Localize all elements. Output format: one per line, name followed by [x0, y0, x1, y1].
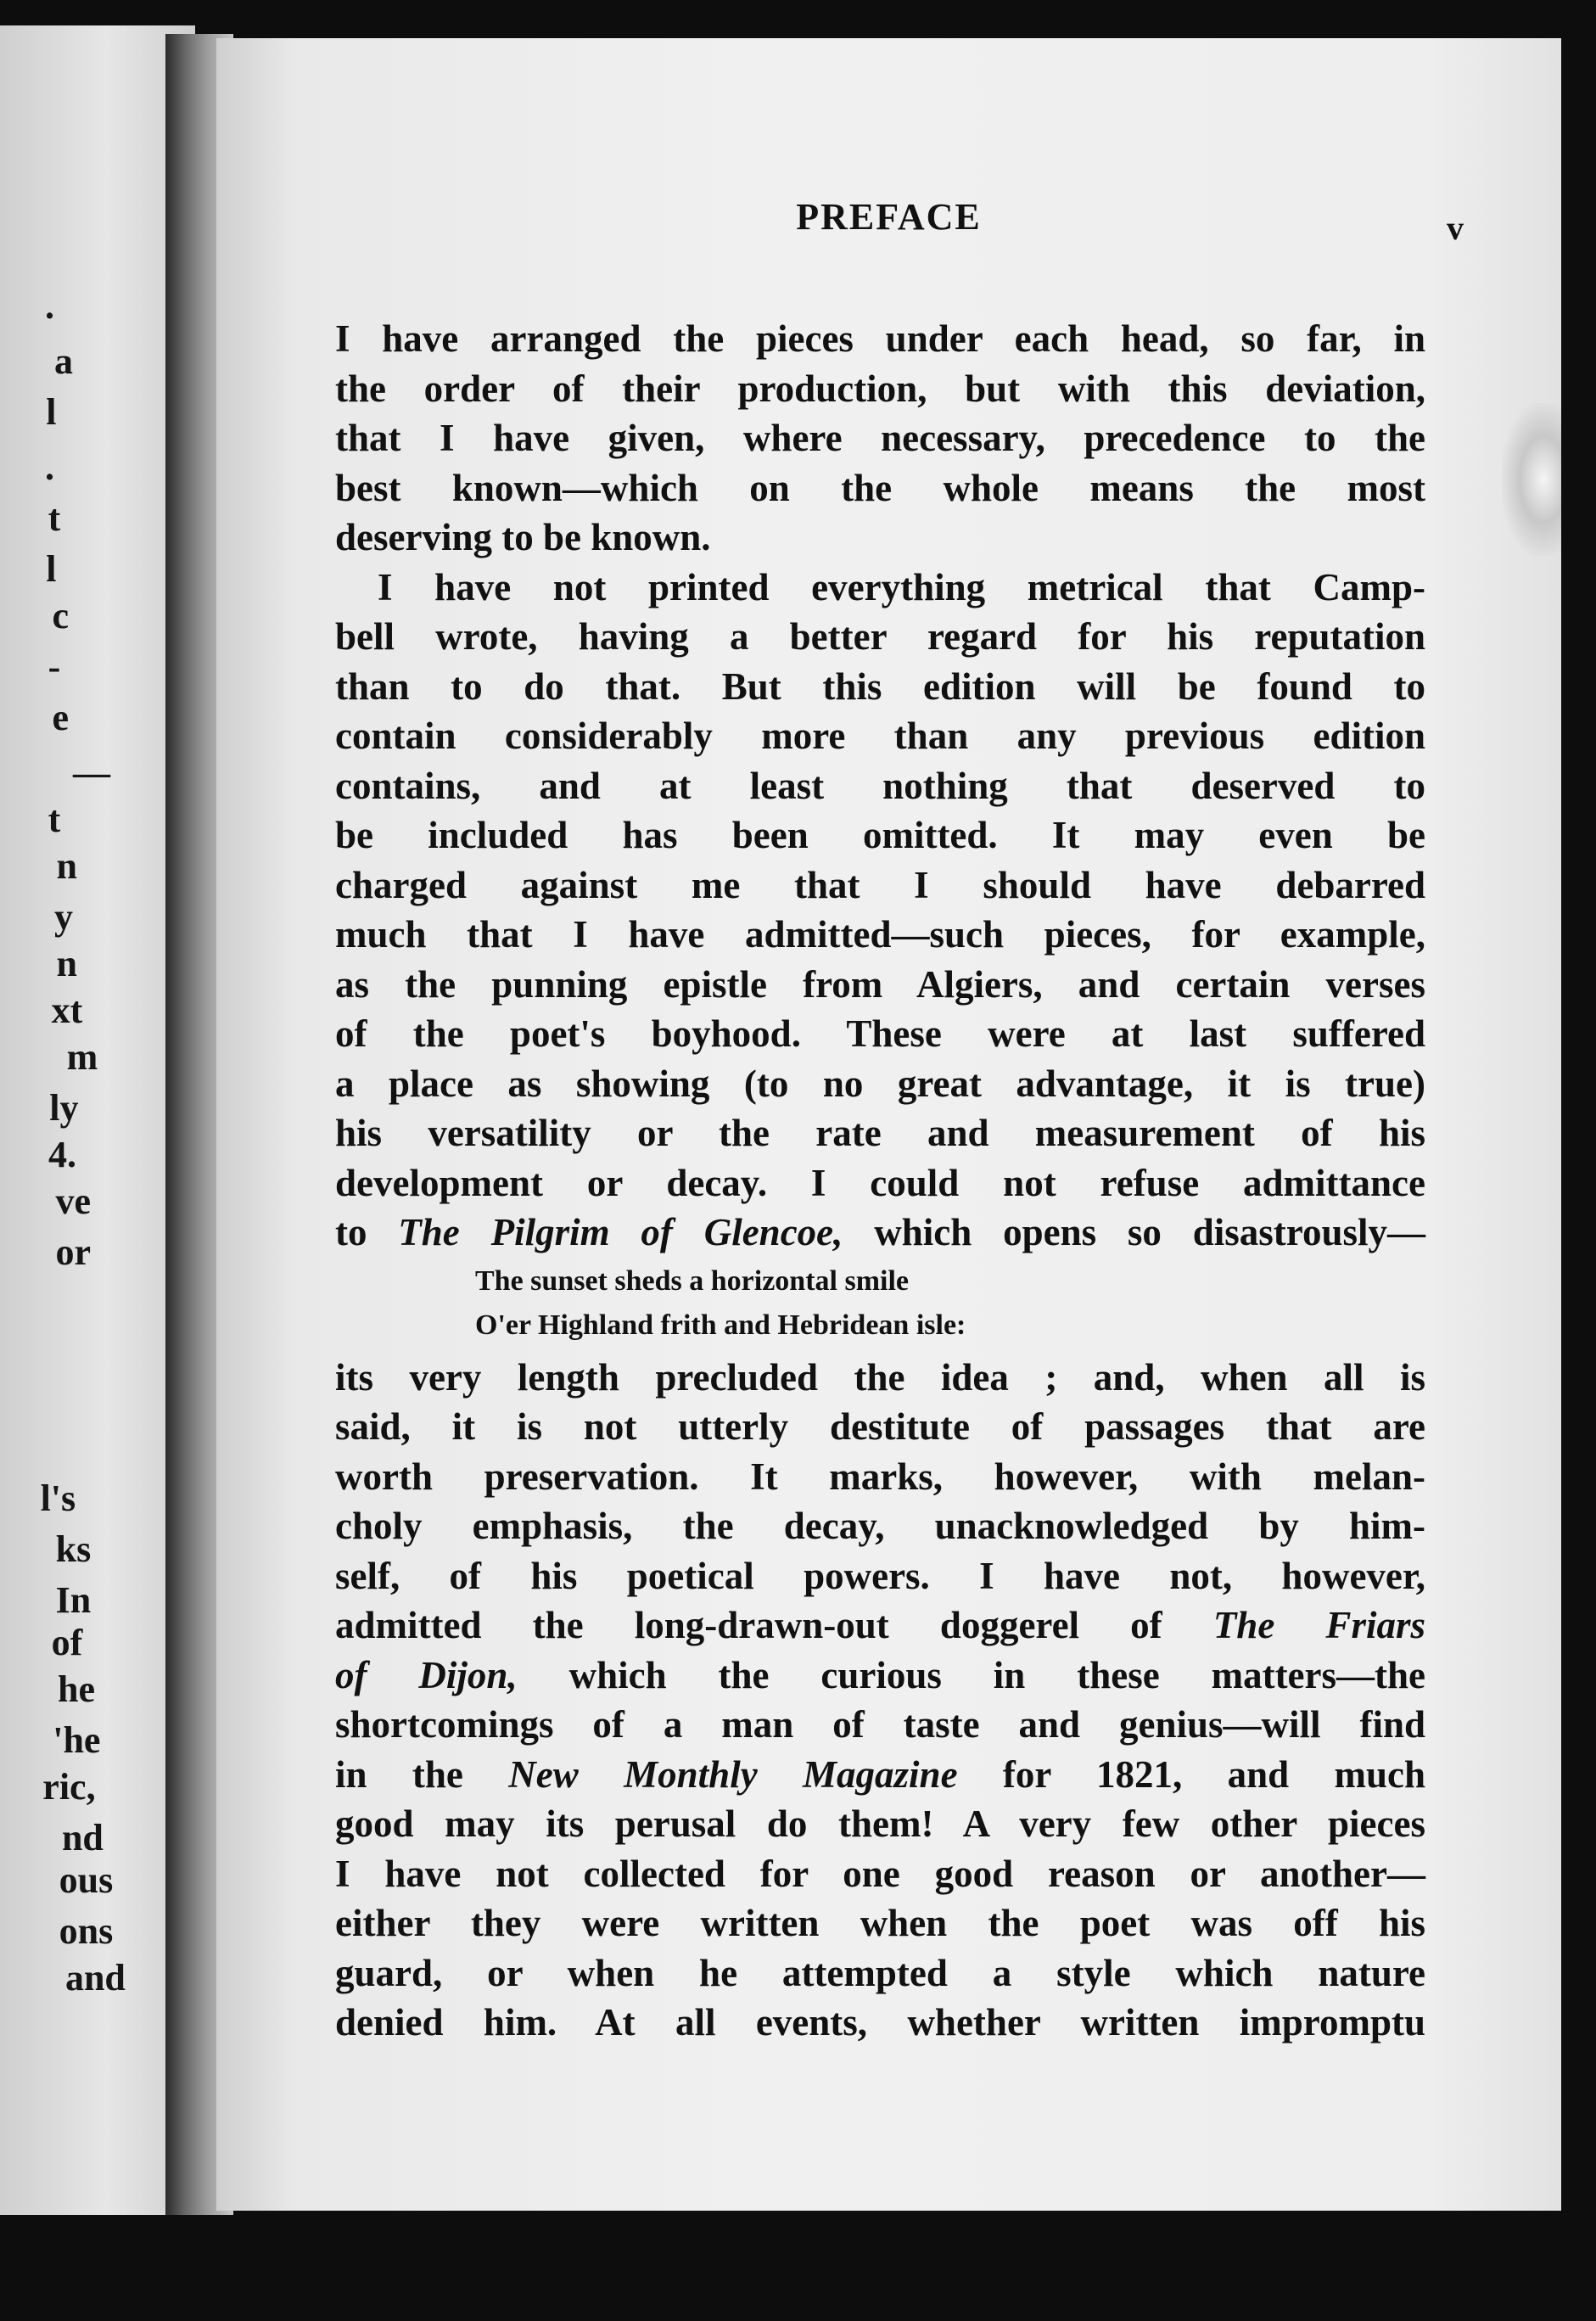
page-body-text	[335, 314, 1425, 2048]
running-head: PREFACE	[796, 196, 982, 238]
page-edge-damage	[1502, 403, 1561, 556]
previous-page-fragment-text: of	[51, 1622, 83, 1663]
previous-page-fragment-text: l's	[40, 1477, 76, 1519]
text-line: as the punning epistle from Algiers, and certain verses	[335, 962, 1425, 1006]
previous-page-fragment-text: ve	[55, 1180, 92, 1222]
previous-page-fragment-text: ric,	[42, 1766, 96, 1808]
text-line: I have arranged the pieces under each head, so far, in	[335, 317, 1425, 360]
page-number: v	[1447, 209, 1464, 247]
book-page	[216, 38, 1561, 2211]
paragraph-pilgrim-discussion	[335, 1353, 1425, 2048]
text-line: contains, and at least nothing that deserved to	[335, 764, 1425, 807]
text-line: deserving to be known.	[335, 516, 711, 558]
previous-page-fragment-text: .	[45, 285, 54, 327]
previous-page-fragment-text: .	[45, 446, 54, 488]
text-line-dijon	[335, 1651, 1425, 1701]
text-line: said, it is not utterly destitute of passages that are	[335, 1405, 1425, 1448]
text-line-monthly	[335, 1750, 1425, 1800]
previous-page-fragment-text: In	[55, 1579, 92, 1621]
previous-page-fragment-text: a	[54, 340, 73, 382]
previous-page-fragment-text: and	[64, 1957, 126, 1999]
work-title: The Friars	[1212, 1604, 1425, 1646]
text-run: admitted the long-drawn-out doggerel of	[335, 1604, 1213, 1646]
text-line: much that I have admitted—such pieces, for example,	[335, 913, 1425, 956]
previous-page-fragment-text: 'he	[53, 1719, 101, 1761]
previous-page-fragment-text: n	[56, 943, 77, 984]
text-line: I have not collected for one good reason or another—	[335, 1852, 1425, 1895]
previous-page-fragment-text: ks	[55, 1528, 92, 1570]
text-line: development or decay. I could not refuse admittance	[335, 1161, 1425, 1204]
text-line: be included has been omitted. It may even be	[335, 814, 1425, 856]
text-line: denied him. At all events, whether written impromptu	[335, 2001, 1425, 2043]
text-line-pilgrim	[335, 1208, 1425, 1258]
text-line: self, of his poetical powers. I have not, however,	[335, 1554, 1425, 1597]
verse-line: The sunset sheds a horizontal smile	[475, 1264, 909, 1297]
verse-quotation	[335, 1259, 1425, 1348]
text-run: for 1821, and much	[957, 1752, 1426, 1796]
paragraph-omissions	[335, 563, 1425, 1258]
text-line: its very length precluded the idea ; and, when all is	[335, 1355, 1425, 1399]
previous-page-fragment-text: xt	[51, 990, 83, 1031]
previous-page-fragment-text: l	[46, 391, 57, 433]
previous-page-fragment-text: c	[52, 595, 70, 636]
text-line: good may its perusal do them! A very few other pieces	[335, 1802, 1425, 1845]
text-line: either they were written when the poet was off his	[335, 1902, 1425, 1944]
previous-page-fragment-text: he	[58, 1668, 95, 1710]
text-line: best known—which on the whole means the most	[335, 466, 1425, 509]
text-line: I have not printed everything metrical that Camp-	[378, 565, 1425, 608]
periodical-title: New Monthly Magazine	[508, 1752, 958, 1796]
previous-page-fragment-text: nd	[61, 1817, 104, 1858]
previous-page-fragment-text: 4.	[48, 1134, 76, 1175]
previous-page-fragment-text: ous	[59, 1859, 114, 1901]
previous-page-fragment-text: ly	[49, 1087, 79, 1129]
text-line-friars	[335, 1601, 1425, 1651]
previous-page-fragment-text: t	[48, 497, 61, 539]
text-line: worth preservation. It marks, however, with melan-	[335, 1455, 1425, 1498]
text-line: guard, or when he attempted a style which nature	[335, 1951, 1425, 1994]
previous-page-fragment-text: l	[46, 548, 57, 590]
verse-line: O'er Highland frith and Hebridean isle:	[475, 1309, 966, 1341]
text-line: that I have given, where necessary, precedence to the	[335, 417, 1425, 459]
previous-page-fragment-text: ons	[59, 1910, 114, 1952]
previous-page-fragment-text: e	[52, 697, 70, 738]
text-line: bell wrote, having a better regard for his reputation	[335, 615, 1425, 658]
work-title: The Pilgrim of Glencoe,	[398, 1211, 843, 1253]
previous-page-fragment-text: n	[56, 845, 77, 887]
text-line: than to do that. But this edition will be found to	[335, 664, 1425, 708]
text-line: of the poet's boyhood. These were at last suffered	[335, 1012, 1425, 1055]
text-line: the order of their production, but with this deviation,	[335, 367, 1425, 410]
previous-page-fragment-text: y	[54, 896, 73, 938]
previous-page-fragment-text: m	[66, 1036, 98, 1078]
text-line: contain considerably more than any previous edition	[335, 715, 1425, 757]
previous-page-fragment-text: -	[48, 646, 61, 687]
text-line: choly emphasis, the decay, unacknowledged by him-	[335, 1505, 1425, 1547]
text-run: which the curious in these matters—the	[517, 1653, 1425, 1696]
text-run: in the	[335, 1752, 509, 1796]
work-title: of Dijon,	[335, 1653, 518, 1696]
text-line: a place as showing (to no great advantage, it is true)	[335, 1062, 1425, 1105]
previous-page-fragment-text: —	[73, 752, 110, 793]
paragraph-arrangement	[335, 314, 1425, 563]
text-line: shortcomings of a man of taste and genius—will find	[335, 1703, 1425, 1746]
text-run: which opens so disastrously—	[843, 1211, 1425, 1253]
previous-page-fragment-text: t	[48, 799, 61, 840]
text-run: to	[335, 1211, 399, 1253]
previous-page-fragment-text: or	[55, 1231, 92, 1273]
text-line: charged against me that I should have debarred	[335, 863, 1425, 906]
text-line: his versatility or the rate and measurement of his	[335, 1112, 1425, 1154]
